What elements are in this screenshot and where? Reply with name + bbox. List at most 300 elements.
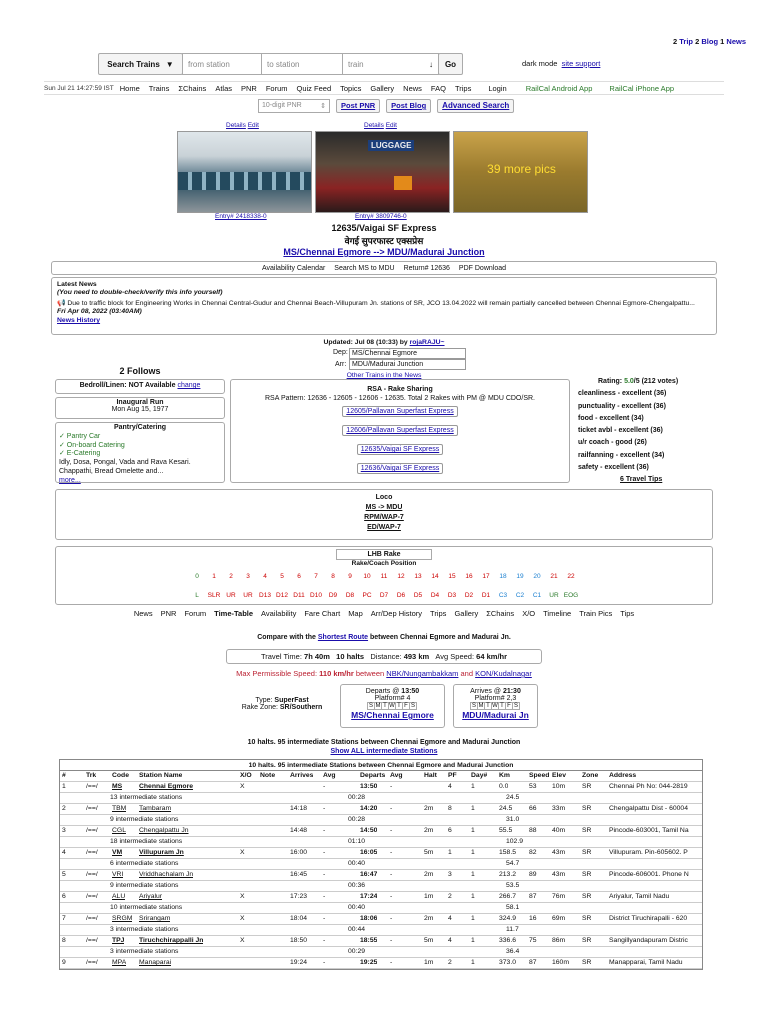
blog-link[interactable]: Blog [701,37,719,46]
intermediate-time: 00:40 [348,860,366,867]
table-row [60,936,702,947]
coach-number: 6 [297,573,301,580]
intermediate-count: 3 intermediate stations [110,948,179,955]
more-pics-tile[interactable] [453,131,588,213]
dep-field: MS/Chennai Egmore [349,348,466,359]
table-cell: X [240,783,245,790]
intermediate-count: 10 intermediate stations [110,904,183,911]
nav-trains[interactable]: Trains [148,83,170,93]
column-header: X/O [240,772,252,779]
pnr-row [258,98,514,113]
table-cell: 76m [552,893,566,900]
column-header: Halt [424,772,437,779]
trip-count: 2 [672,37,678,46]
nav2-pnr[interactable]: PNR [160,609,177,618]
arr-field: MDU/Madurai Junction [349,359,466,370]
table-cell: 89 [529,871,537,878]
entry-link-1[interactable]: Entry# 2418338-0 [215,213,267,220]
station-code-link[interactable]: VRI [112,871,124,878]
table-cell: 1 [471,959,475,966]
station-name-link[interactable]: Villupuram Jn [139,849,184,856]
nav2-train-pics[interactable]: Train Pics [579,609,613,618]
news-history-link[interactable]: News History [57,316,101,324]
top-links [673,37,746,46]
nav-news[interactable]: News [403,83,422,93]
table-cell: - [323,827,326,834]
lhb-rake [55,546,713,605]
inaugural-run [55,397,225,419]
news-text: Due to traffic block for Engineering Works in Chennai Central-Gudur and Chennai Beach-Villupuram Jn. stations of SR, JCO 13.04.2022 will remain partially cancelled between Chennai Egmore-Chengalpattu... [67,299,695,307]
table-cell: 160m [552,959,570,966]
nav-pnr[interactable]: PNR [241,83,257,93]
compare-post: between Chennai Egmore and Madurai Jn. [370,634,511,641]
tab-pdf-download[interactable]: PDF Download [458,264,506,272]
coach-type: D1 [481,592,491,599]
intermediate-row [60,947,702,958]
nav2-timeline[interactable]: Timeline [543,609,572,618]
news-item[interactable] [57,300,711,308]
table-cell: 1 [471,915,475,922]
table-header-row [60,771,702,782]
coach-type: D2 [464,592,474,599]
dark-mode-toggle[interactable]: dark mode [522,59,558,68]
rating-safety: safety - excellent (36) [578,464,649,472]
coach-number: 22 [567,573,575,580]
table-cell: SR [582,959,592,966]
table-cell: 82 [529,849,537,856]
table-cell: 18:04 [290,915,308,922]
arr-label: Arr: [335,361,347,368]
rake-sharing [230,379,570,483]
station-name-link[interactable]: Chennai Egmore [139,783,194,790]
intermediate-row [60,837,702,848]
table-cell: 18:06 [360,915,378,922]
column-header: Zone [582,772,599,779]
mps-val: 110 km/hr [319,669,354,678]
halts-count: 10 halts [336,652,365,661]
rsa-train-12606[interactable]: 12606/Pallavan Superfast Express [342,425,457,436]
mps-station-a[interactable]: NBK/Nungambakkam [386,669,459,678]
day-cell: S [368,703,373,709]
intermediate-km: 53.5 [506,882,520,889]
nav-forum[interactable]: Forum [265,83,288,93]
intermediate-km: 11.7 [506,926,519,933]
timestamp: Sun Jul 21 14:27:59 IST [44,84,114,92]
column-header: PF [448,772,457,779]
type-value: SuperFast [274,697,309,704]
table-cell: 87 [529,893,537,900]
nav2-availability[interactable]: Availability [261,609,297,618]
bedroll-text: Bedroll/Linen: NOT Available [79,382,176,389]
android-app-link[interactable]: RailCal Android App [525,83,593,93]
intermediate-time: 00:40 [348,904,366,911]
mps-station-b[interactable]: KON/Kudalnagar [475,669,532,678]
table-cell: 2m [424,805,434,812]
station-code-link[interactable]: ALU [112,893,126,900]
photo2-actions [364,122,397,129]
day-cell: S [513,703,518,709]
station-name-link[interactable]: Vriddhachalam Jn [139,871,194,878]
edit-link[interactable]: Edit [247,122,259,129]
dep-label: Dep: [333,349,348,356]
table-cell: 66 [529,805,537,812]
coach-number: 1 [212,573,216,580]
arrives-platform: Platform# 2,3 [474,695,517,702]
coach-numbers [56,573,712,580]
iphone-app-link[interactable]: RailCal iPhone App [609,83,675,93]
table-cell: 43m [552,849,566,856]
day-cell: F [505,702,513,710]
station-code-link[interactable]: MS [112,783,123,790]
nav2-time-table[interactable]: Time-Table [214,609,254,618]
rating-score: 5.0 [624,378,634,385]
table-cell: Manapparai, Tamil Nadu [609,959,683,966]
details-link[interactable]: Details [226,122,246,129]
table-cell: /==/ [86,849,98,856]
table-cell: 2 [448,959,452,966]
coach-type: C1 [532,592,542,599]
departs-label: Departs @ [365,688,400,695]
day-cell: T [484,702,492,710]
distance: 493 km [403,652,430,661]
coach-type: EOG [563,592,579,599]
rating-summary [578,376,718,388]
nav2-gallery[interactable]: Gallery [454,609,479,618]
intermediate-count: 18 intermediate stations [110,838,183,845]
train-title-hindi: वेगई सुपरफास्ट एक्सप्रेस [344,236,424,246]
departure-box [340,684,445,728]
rsa-train-12635[interactable]: 12635/Vaigai SF Express [357,444,443,455]
coach-number: 5 [280,573,284,580]
search-trains-label: Search Trains [107,59,160,69]
arrives-time: 21:30 [502,688,521,695]
table-cell: 86m [552,937,566,944]
news-date: Fri Apr 08, 2022 (03:40AM) [57,308,142,316]
updated-user-link[interactable]: rojaRAJU~ [409,339,445,346]
updated-label: Updated: Jul 08 (10:33) by [323,339,408,346]
rating-votes: /5 (212 votes) [633,378,679,385]
table-cell: - [390,893,393,900]
coach-number: 4 [263,573,267,580]
table-cell: - [390,827,393,834]
table-cell: - [390,849,393,856]
train-input[interactable] [342,53,439,75]
compare-line [0,634,768,641]
table-cell: 53 [529,783,537,790]
station-name-link[interactable]: Ariyalur [139,893,163,900]
table-cell: 4 [448,783,452,790]
nav-home[interactable]: Home [119,83,140,93]
table-cell: - [323,849,326,856]
day-cell: W [492,703,498,709]
nav-gallery[interactable]: Gallery [370,83,395,93]
day-cell: T [395,702,403,710]
table-cell: 336.6 [499,937,517,944]
more-pics-label: 39 more pics [487,162,556,176]
train-photo-1[interactable] [177,131,312,213]
table-cell: 14:48 [290,827,308,834]
table-cell: 55.5 [499,827,513,834]
table-cell: 213.2 [499,871,517,878]
rating-railfanning: railfanning - excellent (34) [578,451,665,459]
station-name-link[interactable]: Chengalpattu Jn [139,827,189,834]
to-station-input[interactable]: to station [261,53,343,75]
table-cell: Pincode-606001. Phone N [609,871,689,878]
table-cell: 87 [529,959,537,966]
search-trains-button[interactable] [98,53,183,75]
table-cell: 17:24 [360,893,378,900]
table-cell: Villupuram. Pin-605602. P [609,849,688,856]
table-cell: - [390,915,393,922]
table-cell: 7 [62,915,66,922]
inaugural-title: Inaugural Run [116,399,164,406]
station-name-link[interactable]: Tambaram [139,805,172,812]
coach-number: 11 [380,573,388,580]
table-cell: 40m [552,827,566,834]
table-cell: 8 [62,937,66,944]
pantry-catering [55,422,225,483]
departure-station-link[interactable]: MS/Chennai Egmore [351,710,434,720]
nav-atlas[interactable]: Atlas [215,83,232,93]
pantry-more-link[interactable]: more... [59,476,81,484]
coach-type: D7 [379,592,389,599]
rsa-train-12636[interactable]: 12636/Vaigai SF Express [357,463,443,474]
spinner-icon[interactable]: ⇕ [320,102,326,110]
train-tabs [51,261,717,275]
table-cell: 2 [62,805,66,812]
nav2--chains[interactable]: ΣChains [486,609,515,618]
coach-type: UR [243,592,253,599]
secondary-nav [0,609,768,618]
site-support-link[interactable]: site support [561,59,601,68]
megaphone-icon: 📢 [57,299,66,307]
table-cell: 1 [471,805,475,812]
table-cell: 8 [448,805,452,812]
news-heading: Latest News [57,281,97,288]
station-code-link[interactable]: TPJ [112,937,125,944]
table-cell: - [323,893,326,900]
nav2-forum[interactable]: Forum [184,609,207,618]
table-row [60,892,702,903]
column-header: Avg [390,772,403,779]
station-code-link[interactable]: CGL [112,827,126,834]
zone-value: SR/Southern [279,704,323,711]
station-name-link[interactable]: Tiruchchirappalli Jn [139,937,204,944]
from-station-input[interactable]: from station [182,53,262,75]
table-cell: 2m [424,871,434,878]
arrives-label: Arrives @ [470,688,501,695]
table-row [60,848,702,859]
nav2-arr-dep-history[interactable]: Arr/Dep History [370,609,423,618]
table-cell: Ariyalur, Tamil Nadu [609,893,670,900]
coach-number: 2 [229,573,233,580]
intermediate-km: 54.7 [506,860,520,867]
search-bar [98,53,618,75]
table-cell: 16:45 [290,871,308,878]
day-cell: S [471,703,476,709]
bedroll-change-link[interactable]: change [177,382,201,389]
table-cell: SR [582,893,592,900]
intermediate-row [60,881,702,892]
pantry-car: ✓ Pantry Car [59,432,101,440]
intermediate-time: 00:44 [348,926,366,933]
intermediate-time: 00:36 [348,882,366,889]
nav2-map[interactable]: Map [348,609,363,618]
mps-mid: between [355,669,385,678]
table-cell: 14:20 [360,805,378,812]
entry-link-2[interactable]: Entry# 3809746-0 [355,213,407,220]
coach-type: D3 [447,592,457,599]
column-header: Station Name [139,772,183,779]
coach-type: D8 [345,592,355,599]
nav2-trips[interactable]: Trips [430,609,447,618]
nav-login[interactable]: Login [488,83,507,93]
table-cell: SR [582,871,592,878]
photo1-actions [226,122,259,129]
table-cell: - [323,783,326,790]
loco-route[interactable]: MS -> MDU [365,504,403,511]
column-header: Km [499,772,510,779]
table-cell: 14:18 [290,805,308,812]
table-cell: 43m [552,871,566,878]
coach-type: D5 [413,592,423,599]
table-cell: 13:50 [360,783,378,790]
coach-number: 3 [246,573,250,580]
emblem-plate [394,176,412,190]
station-name-link[interactable]: Manaparai [139,959,172,966]
table-cell: /==/ [86,893,98,900]
other-trains-link[interactable]: Other Trains in the News [346,372,422,379]
post-pnr-button[interactable]: Post PNR [336,99,380,113]
pnr-input[interactable] [258,99,330,113]
trip-link[interactable]: Trip [679,37,694,46]
nav2-x-o[interactable]: X/O [522,609,536,618]
station-code-link[interactable]: TBM [112,805,127,812]
arrival-station-link[interactable]: MDU/Madurai Jn [462,710,529,720]
edit-link[interactable]: Edit [385,122,397,129]
intermediate-row [60,815,702,826]
table-cell: 1 [471,827,475,834]
station-code-link[interactable]: SRGM [112,915,133,922]
timetable [59,759,703,970]
station-code-link[interactable]: MPA [112,959,127,966]
rating-food: food - excellent (34) [578,414,644,422]
table-cell: 18:55 [360,937,378,944]
coach-windows [178,172,312,190]
loco-link-2[interactable]: ED/WAP-7 [367,524,401,531]
rating-panel [578,376,718,487]
timetable-title: 10 halts. 95 intermediate Stations between Chennai Egmore and Madurai Junction [60,760,702,771]
train-title: 12635/Vaigai SF Express [331,223,437,233]
table-cell: 5m [424,849,434,856]
table-cell: 10m [552,783,566,790]
intermediate-count: 3 intermediate stations [110,926,179,933]
table-cell: /==/ [86,959,98,966]
train-photo-2[interactable] [315,131,450,213]
arrival-days [471,702,520,710]
post-blog-button[interactable]: Post Blog [386,99,431,113]
coach-number: 0 [195,573,199,580]
table-cell: X [240,893,245,900]
table-cell: 14:50 [360,827,378,834]
intermediate-time: 00:29 [348,948,366,955]
coach-number: 16 [465,573,473,580]
nav-chains[interactable]: ΣChains [178,83,207,93]
nav2-news[interactable]: News [133,609,153,618]
route-link[interactable]: MS/Chennai Egmore --> MDU/Madurai Junction [283,247,485,257]
table-cell: 266.7 [499,893,517,900]
coach-type: UR [549,592,559,599]
tab-search[interactable]: Search MS to MDU [334,264,395,272]
rsa-train-12605[interactable]: 12605/Pallavan Superfast Express [342,406,457,417]
table-row [60,826,702,837]
show-all-stations-link[interactable]: Show ALL intermediate Stations [330,748,438,755]
table-cell: 24.5 [499,805,513,812]
day-cell: T [498,702,506,710]
coach-type: D9 [328,592,338,599]
travel-tips-link[interactable]: 6 Travel Tips [620,476,663,484]
shortest-route-link[interactable]: Shortest Route [317,634,369,641]
table-cell: 373.0 [499,959,517,966]
intermediate-km: 36.4 [506,948,520,955]
nav2-tips[interactable]: Tips [620,609,635,618]
table-cell: 158.5 [499,849,517,856]
advanced-search-button[interactable]: Advanced Search [437,99,514,113]
column-header: Address [609,772,637,779]
table-row [60,782,702,793]
swap-icon[interactable]: ↓ [429,59,433,69]
table-cell: 17:23 [290,893,308,900]
table-cell: 18:50 [290,937,308,944]
nav-topics[interactable]: Topics [340,83,362,93]
tab-availability-calendar[interactable]: Availability Calendar [262,264,326,272]
go-button[interactable]: Go [438,53,463,75]
table-cell: 2m [424,827,434,834]
details-link[interactable]: Details [364,122,384,129]
table-cell: - [323,959,326,966]
table-cell: X [240,915,245,922]
table-cell: District Tiruchirapalli - 620 [609,915,688,922]
day-cell: S [410,703,415,709]
rsa-title: RSA - Rake Sharing [367,386,433,393]
station-name-link[interactable]: Srirangam [139,915,171,922]
compare-pre: Compare with the [257,634,316,641]
rating-label: Rating: [598,378,623,385]
column-header: Code [112,772,129,779]
station-code-link[interactable]: VM [112,849,123,856]
table-cell: 3 [448,871,452,878]
table-cell: 16:05 [360,849,378,856]
nav2-fare-chart[interactable]: Fare Chart [304,609,341,618]
column-header: Note [260,772,276,779]
loco-link-1[interactable]: RPM/WAP-7 [364,514,404,521]
intermediate-row [60,903,702,914]
updated-line [0,339,768,346]
nav-trips[interactable]: Trips [454,83,472,93]
intermediate-row [60,925,702,936]
travel-time: 7h 40m [304,652,330,661]
day-cell: W [389,703,395,709]
intermediate-time: 00:28 [348,794,366,801]
table-cell: 5 [62,871,66,878]
table-cell: 33m [552,805,566,812]
nav-faq[interactable]: FAQ [430,83,446,93]
table-cell: Sangillyandapuram Distric [609,937,688,944]
nav-quiz-feed[interactable]: Quiz Feed [296,83,332,93]
tab-return[interactable]: Return# 12636 [403,264,450,272]
coach-type: UR [226,592,236,599]
news-link[interactable]: News [726,37,746,46]
